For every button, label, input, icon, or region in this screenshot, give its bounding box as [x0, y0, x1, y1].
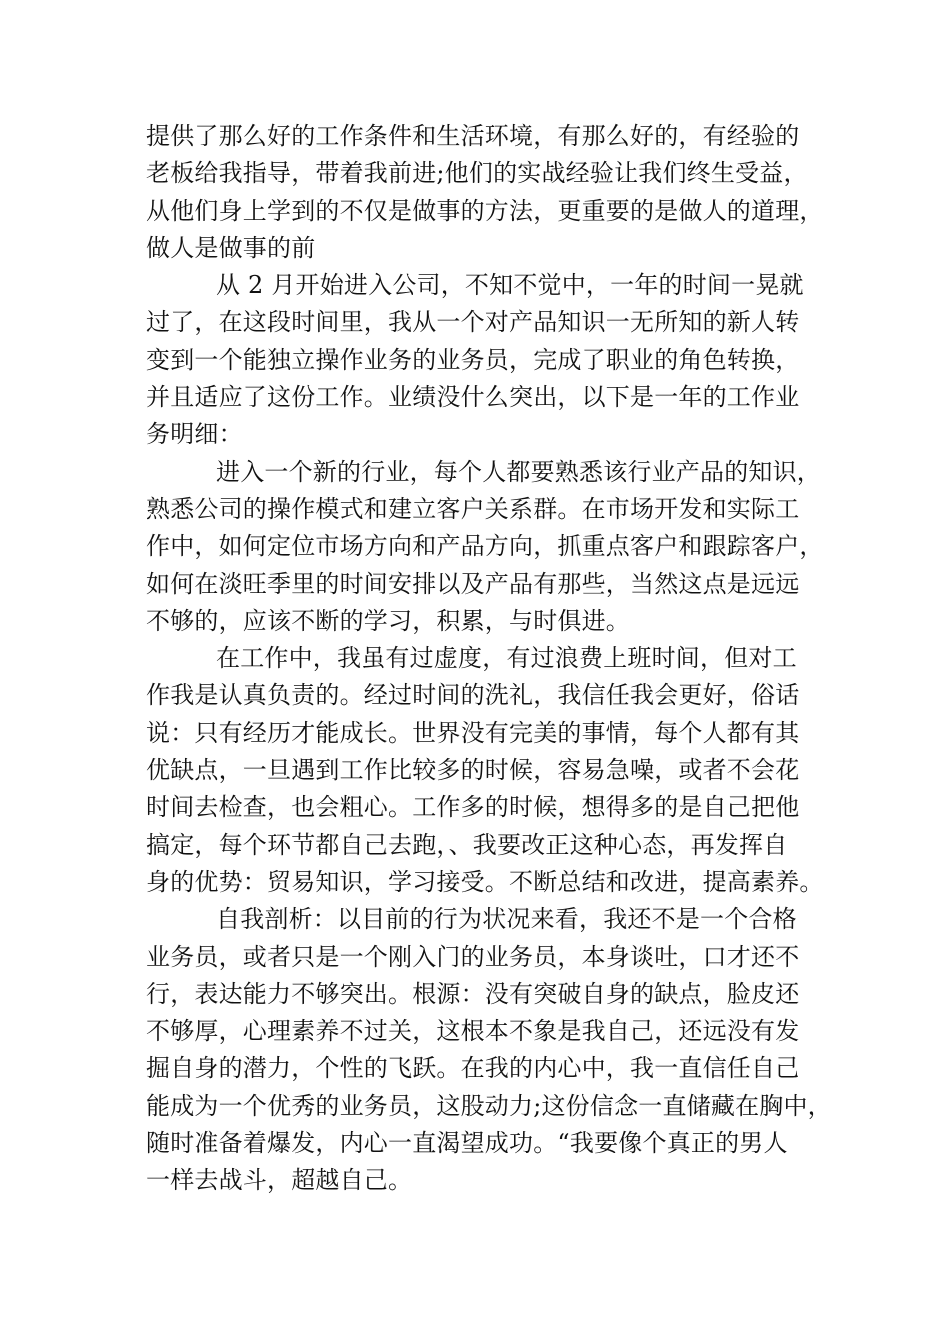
paragraph-5 — [146, 901, 832, 1199]
paragraph-line: 能成为一个优秀的业务员，这股动力;这份信念一直储藏在胸中， — [146, 1091, 832, 1120]
paragraph-line: 务明细： — [146, 420, 243, 449]
paragraph-line: 掘自身的潜力，个性的飞跃。在我的内心中，我一直信任自己 — [146, 1054, 800, 1083]
paragraph-line: 一样去战斗，超越自己。 — [146, 1166, 413, 1195]
paragraph-line: 业务员，或者只是一个刚入门的业务员，本身谈吐，口才还不 — [146, 942, 800, 971]
paragraph-line: 搞定，每个环节都自己去跑，、我要改正这种心态，再发挥自 — [146, 830, 788, 859]
paragraph-line: 在工作中，我虽有过虚度，有过浪费上班时间，但对工 — [216, 644, 797, 673]
paragraph-line: 进入一个新的行业，每个人都要熟悉该行业产品的知识， — [216, 457, 821, 486]
paragraph-line: 老板给我指导，带着我前进;他们的实战经验让我们终生受益， — [146, 159, 808, 188]
paragraph-line: 从他们身上学到的不仅是做事的方法，更重要的是做人的道理， — [146, 196, 824, 225]
paragraph-line: 说：只有经历才能成长。世界没有完美的事情，每个人都有其 — [146, 718, 800, 747]
paragraph-4 — [146, 640, 824, 901]
paragraph-2 — [146, 267, 806, 453]
paragraph-line: 作我是认真负责的。经过时间的洗礼，我信任我会更好，俗话 — [146, 681, 800, 710]
paragraph-line: 过了，在这段时间里，我从一个对产品知识一无所知的新人转 — [146, 308, 800, 337]
paragraph-line: 并且适应了这份工作。业绩没什么突出，以下是一年的工作业 — [146, 383, 800, 412]
document-body — [146, 118, 832, 1200]
paragraph-line: 如何在淡旺季里的时间安排以及产品有那些，当然这点是远远 — [146, 569, 800, 598]
paragraph-line: 不够厚，心理素养不过关，这根本不象是我自己，还远没有发 — [146, 1017, 800, 1046]
paragraph-line: 从 2 月开始进入公司，不知不觉中，一年的时间一晃就 — [216, 271, 804, 300]
paragraph-line: 变到一个能独立操作业务的业务员，完成了职业的角色转换， — [146, 345, 800, 374]
paragraph-1 — [146, 118, 824, 267]
paragraph-line: 随时准备着爆发，内心一直渴望成功。“我要像个真正的男人 — [146, 1129, 788, 1158]
paragraph-line: 身的优势：贸易知识，学习接受。不断总结和改进，提高素养。 — [146, 867, 824, 896]
paragraph-3 — [146, 454, 824, 640]
paragraph-line: 优缺点，一旦遇到工作比较多的时候，容易急噪，或者不会花 — [146, 756, 800, 785]
paragraph-line: 行，表达能力不够突出。根源：没有突破自身的缺点，脸皮还 — [146, 979, 800, 1008]
paragraph-line: 做人是做事的前 — [146, 233, 316, 262]
paragraph-line: 作中，如何定位市场方向和产品方向，抓重点客户和跟踪客户， — [146, 532, 824, 561]
paragraph-line: 自我剖析：以目前的行为状况来看，我还不是一个合格 — [216, 905, 797, 934]
paragraph-line: 时间去检查，也会粗心。工作多的时候，想得多的是自己把他 — [146, 793, 800, 822]
paragraph-line: 提供了那么好的工作条件和生活环境，有那么好的，有经验的 — [146, 122, 800, 150]
paragraph-line: 熟悉公司的操作模式和建立客户关系群。在市场开发和实际工 — [146, 494, 800, 523]
paragraph-line: 不够的，应该不断的学习，积累，与时俱进。 — [146, 606, 630, 635]
